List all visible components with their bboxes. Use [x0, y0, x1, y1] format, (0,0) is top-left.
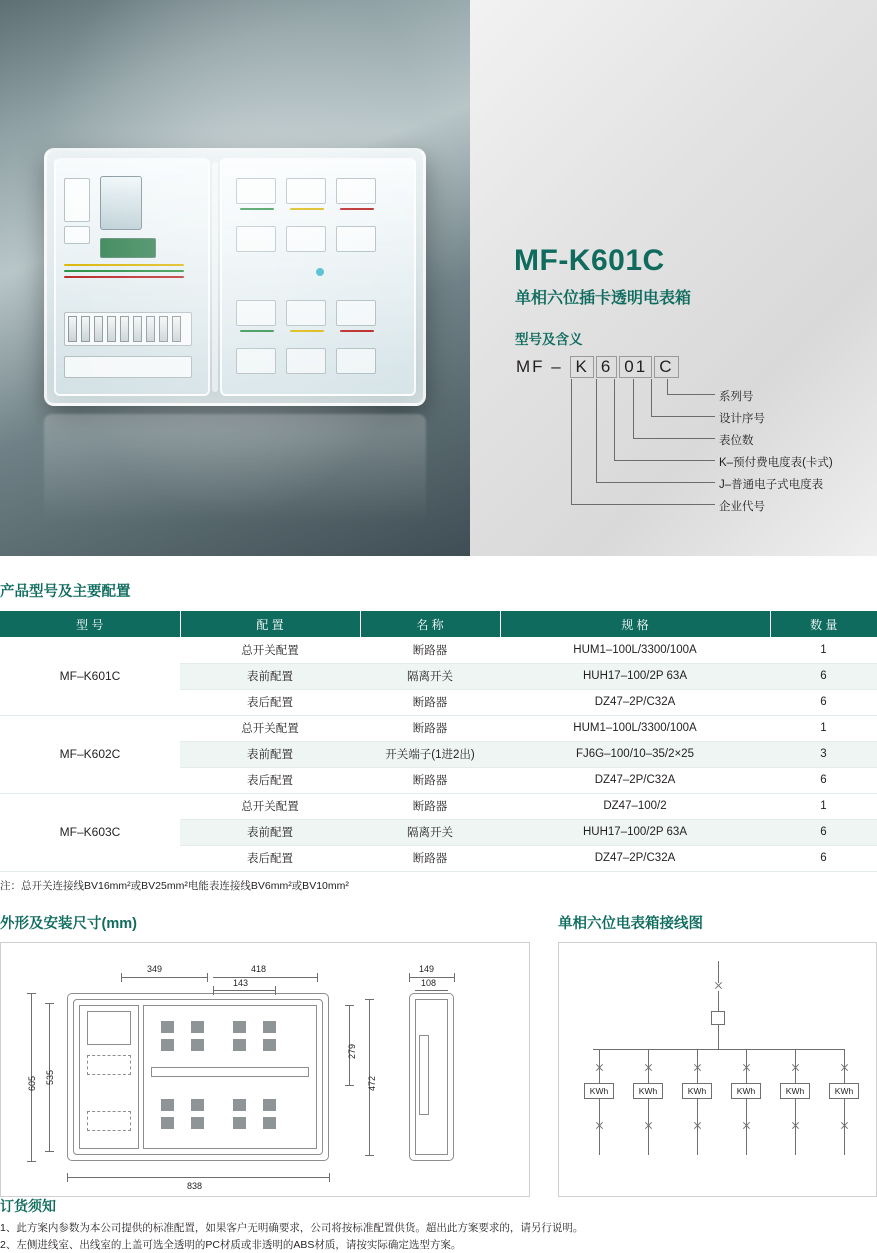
- dim-108: 108: [421, 978, 437, 988]
- cell-spec: HUM1–100L/3300/100A: [500, 715, 770, 741]
- footer-line-1: 1、此方案内参数为本公司提供的标准配置，如果客户无明确要求，公司将按标准配置供货。超出此方案要求的，请另行说明。: [0, 1222, 584, 1234]
- dim-418: 418: [251, 964, 267, 974]
- cell-name: 断路器: [360, 689, 500, 715]
- photo-reflection: [44, 414, 426, 524]
- kwh-meter-4: KWh: [731, 1083, 761, 1099]
- dim-143: 143: [233, 978, 249, 988]
- legend-item-2: 表位数: [719, 435, 754, 447]
- table-note: 注：总开关连接线BV16mm²或BV25mm²电能表连接线BV6mm²或BV10mm²: [0, 879, 349, 892]
- breaker-row: [64, 312, 192, 346]
- cell-spec: HUH17–100/2P 63A: [500, 663, 770, 689]
- meter-box-shell: [44, 148, 426, 406]
- cell-model: MF–K603C: [0, 793, 180, 871]
- dimension-section-title: 外形及安装尺寸(mm): [0, 916, 137, 932]
- code-char-k: K: [570, 356, 593, 378]
- code-char-c: C: [654, 356, 678, 378]
- kwh-meter-6: KWh: [829, 1083, 859, 1099]
- front-dashed-2: [87, 1111, 131, 1131]
- cell-model: MF–K602C: [0, 715, 180, 793]
- product-photo: [0, 0, 470, 556]
- table-row: [0, 637, 877, 663]
- cell-name: 断路器: [360, 767, 500, 793]
- dim-605: 605: [27, 1075, 37, 1091]
- kwh-meter-1: KWh: [584, 1083, 614, 1099]
- legend-item-0: 系列号: [719, 391, 754, 403]
- col-qty: 数 量: [770, 611, 877, 637]
- col-name: 名 称: [360, 611, 500, 637]
- meter-unit: [100, 176, 142, 230]
- cell-config: 总开关配置: [180, 715, 360, 741]
- front-dashed-1: [87, 1055, 131, 1075]
- wire-green: [64, 270, 184, 272]
- col-config: 配 置: [180, 611, 360, 637]
- terminal-block: [64, 226, 90, 244]
- dimension-drawing: [0, 942, 530, 1197]
- cell-qty: 6: [770, 845, 877, 871]
- cell-config: 表后配置: [180, 767, 360, 793]
- wire-yellow: [64, 264, 184, 266]
- green-pcb: [100, 238, 156, 258]
- dim-838: 838: [187, 1181, 203, 1191]
- wire-red: [64, 276, 184, 278]
- cell-config: 总开关配置: [180, 793, 360, 819]
- spec-section: [0, 580, 877, 893]
- footer-line-2: 2、左侧进线室、出线室的上盖可选全透明的PC材质或非透明的ABS材质，请按实际确定选型方案。: [0, 1239, 462, 1252]
- front-window: [87, 1011, 131, 1045]
- spec-section-title: 产品型号及主要配置: [0, 584, 131, 600]
- meter-box-right-compartment: [220, 158, 416, 396]
- kwh-meter-3: KWh: [682, 1083, 712, 1099]
- cell-qty: 6: [770, 819, 877, 845]
- code-char-01: 01: [619, 356, 652, 378]
- main-breaker-symbol: [711, 1011, 725, 1025]
- code-char-mf: MF: [516, 357, 545, 376]
- dim-279: 279: [347, 1043, 357, 1059]
- cell-qty: 1: [770, 715, 877, 741]
- page-title: MF-K601C: [514, 244, 665, 277]
- dim-472: 472: [367, 1075, 377, 1091]
- col-model: 型 号: [0, 611, 180, 637]
- kwh-meter-5: KWh: [780, 1083, 810, 1099]
- cell-name: 隔离开关: [360, 819, 500, 845]
- cell-name: 开关端子(1进2出): [360, 741, 500, 767]
- dim-535: 535: [45, 1069, 55, 1085]
- kwh-meter-2: KWh: [633, 1083, 663, 1099]
- outgoing-terminal: [64, 356, 192, 378]
- cell-name: 隔离开关: [360, 663, 500, 689]
- cell-qty: 6: [770, 767, 877, 793]
- col-spec: 规 格: [500, 611, 770, 637]
- meter-box-illustration: [44, 148, 426, 406]
- cell-model: MF–K601C: [0, 637, 180, 715]
- legend-item-1: 设计序号: [719, 413, 765, 425]
- page-subtitle: 单相六位插卡透明电表箱: [515, 290, 692, 307]
- lock-knob: [316, 268, 324, 276]
- footer-section: [0, 1196, 877, 1253]
- wiring-diagram: [558, 942, 877, 1197]
- hero-info-panel: [470, 0, 877, 556]
- dim-149: 149: [419, 964, 435, 974]
- cell-spec: DZ47–2P/C32A: [500, 689, 770, 715]
- cell-spec: HUM1–100L/3300/100A: [500, 637, 770, 663]
- cell-name: 断路器: [360, 793, 500, 819]
- cell-spec: DZ47–2P/C32A: [500, 845, 770, 871]
- hero-section: [0, 0, 877, 556]
- cell-spec: DZ47–100/2: [500, 793, 770, 819]
- cell-qty: 1: [770, 637, 877, 663]
- table-row: [0, 715, 877, 741]
- cell-config: 表前配置: [180, 819, 360, 845]
- cell-config: 表前配置: [180, 741, 360, 767]
- cell-spec: DZ47–2P/C32A: [500, 767, 770, 793]
- bus-bar: [593, 1049, 845, 1050]
- main-breaker: [64, 178, 90, 222]
- code-char-dash: –: [551, 357, 563, 376]
- legend-item-3: K–预付费电度表(卡式): [719, 457, 833, 469]
- cell-spec: HUH17–100/2P 63A: [500, 819, 770, 845]
- cell-qty: 1: [770, 793, 877, 819]
- cell-config: 表前配置: [180, 663, 360, 689]
- incoming-switch-icon: [714, 981, 723, 990]
- dim-349: 349: [147, 964, 163, 974]
- side-vent: [419, 1035, 429, 1115]
- legend-item-4: J–普通电子式电度表: [719, 479, 824, 491]
- lower-section: [0, 912, 877, 1191]
- cell-config: 表后配置: [180, 845, 360, 871]
- cell-name: 断路器: [360, 715, 500, 741]
- cell-name: 断路器: [360, 845, 500, 871]
- box-hinge: [212, 162, 218, 392]
- cell-qty: 3: [770, 741, 877, 767]
- model-code-line: [516, 356, 680, 378]
- cell-qty: 6: [770, 663, 877, 689]
- table-header-row: [0, 611, 877, 637]
- cell-spec: FJ6G–100/10–35/2×25: [500, 741, 770, 767]
- table-row: [0, 793, 877, 819]
- code-char-6: 6: [596, 356, 617, 378]
- footer-title: 订货须知: [0, 1198, 56, 1214]
- meter-box-left-compartment: [54, 158, 210, 396]
- cell-config: 总开关配置: [180, 637, 360, 663]
- legend-item-5: 企业代号: [719, 501, 765, 513]
- cell-qty: 6: [770, 689, 877, 715]
- code-meaning-heading: 型号及含义: [515, 332, 583, 347]
- wiring-section-title: 单相六位电表箱接线图: [558, 916, 703, 932]
- spec-table: [0, 611, 877, 872]
- cell-config: 表后配置: [180, 689, 360, 715]
- cell-name: 断路器: [360, 637, 500, 663]
